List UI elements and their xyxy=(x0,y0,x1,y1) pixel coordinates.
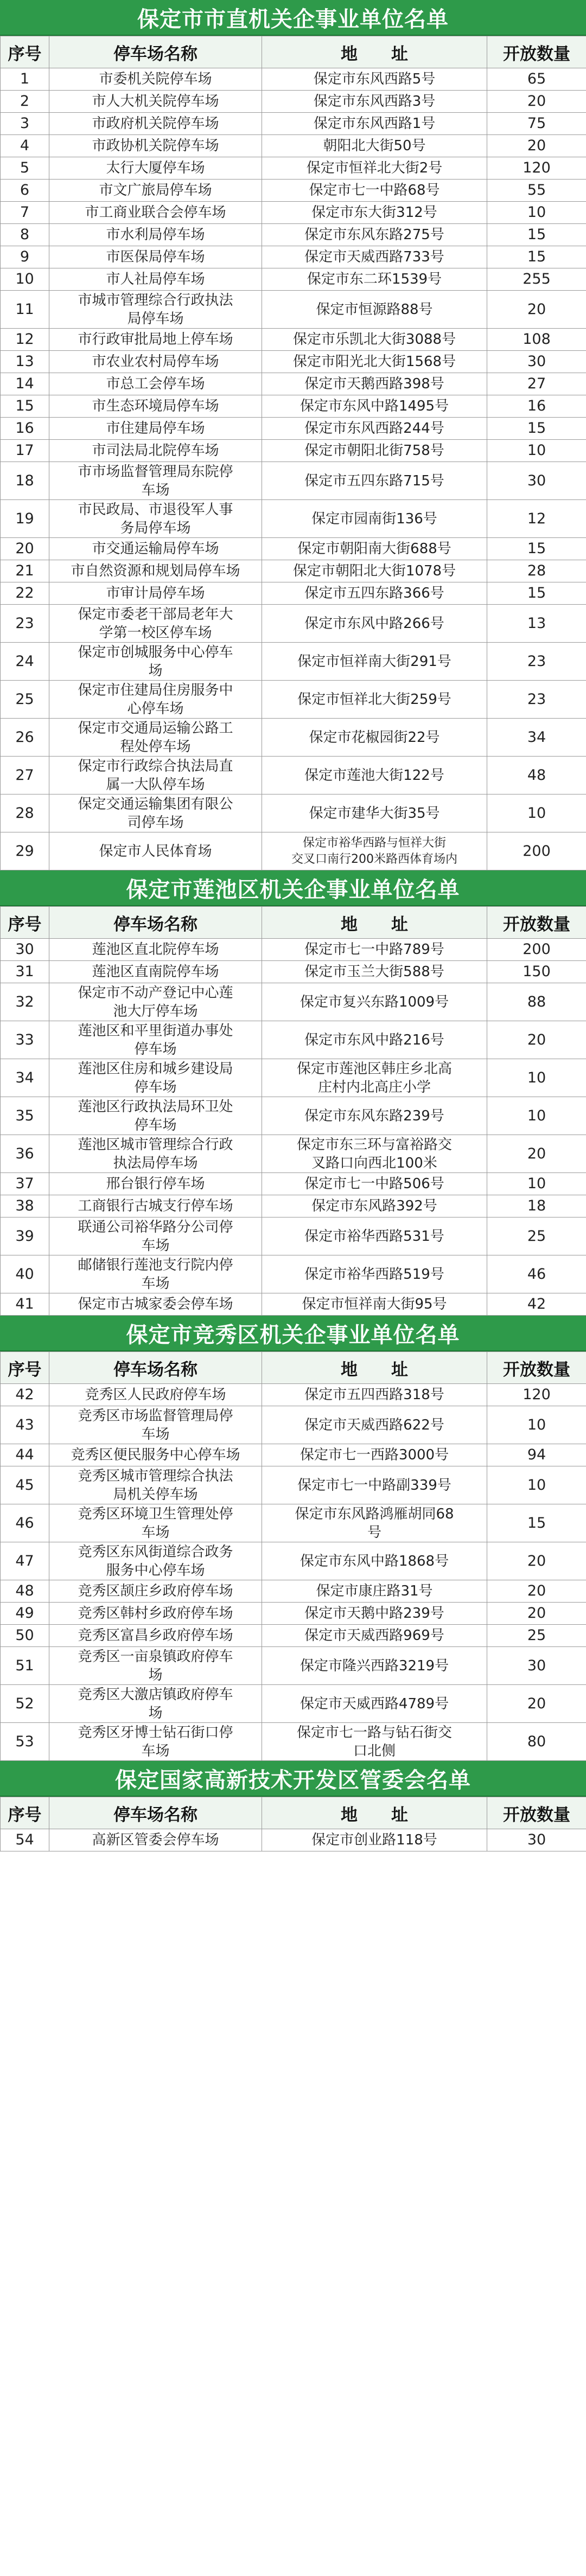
table-row xyxy=(1,268,586,291)
parking-lot-name: 保定市住建局住房服务中 心停车场 xyxy=(49,681,262,719)
parking-lot-name: 保定市古城家委会停车场 xyxy=(49,1293,262,1316)
table-row xyxy=(1,939,586,961)
open-count: 55 xyxy=(487,180,586,202)
address: 保定市七一西路3000号 xyxy=(262,1444,487,1466)
address: 保定市恒祥北大街259号 xyxy=(262,681,487,719)
open-count: 28 xyxy=(487,560,586,582)
serial-no: 49 xyxy=(1,1603,49,1625)
parking-lot-name: 保定交通运输集团有限公 司停车场 xyxy=(49,794,262,832)
parking-lot-name: 竞秀区城市管理综合执法 局机关停车场 xyxy=(49,1466,262,1504)
address-header: 地 址 xyxy=(262,1352,487,1384)
table-row xyxy=(1,1021,586,1059)
open-count-header: 开放数量 xyxy=(487,1797,586,1829)
serial-no: 31 xyxy=(1,961,49,983)
address: 保定市东风中路266号 xyxy=(262,605,487,643)
serial-no: 8 xyxy=(1,224,49,246)
serial-no-header: 序号 xyxy=(1,907,49,939)
open-count: 34 xyxy=(487,719,586,757)
address: 保定市恒祥南大街291号 xyxy=(262,643,487,681)
open-count: 16 xyxy=(487,395,586,418)
parking-lot-name: 保定市人民体育场 xyxy=(49,832,262,870)
open-count-header: 开放数量 xyxy=(487,36,586,68)
serial-no: 17 xyxy=(1,440,49,462)
table-row xyxy=(1,91,586,113)
open-count: 10 xyxy=(487,1466,586,1504)
open-count: 10 xyxy=(487,440,586,462)
open-count: 108 xyxy=(487,329,586,351)
open-count: 27 xyxy=(487,373,586,395)
table-row xyxy=(1,961,586,983)
address: 保定市朝阳南大街688号 xyxy=(262,538,487,560)
parking-lot-name: 市城市管理综合行政执法 局停车场 xyxy=(49,291,262,329)
address: 保定市七一中路68号 xyxy=(262,180,487,202)
parking-lot-name: 市审计局停车场 xyxy=(49,582,262,605)
address-header: 地 址 xyxy=(262,1797,487,1829)
open-count: 23 xyxy=(487,643,586,681)
parking-lot-name: 市政协机关院停车场 xyxy=(49,135,262,157)
open-count: 94 xyxy=(487,1444,586,1466)
open-count: 20 xyxy=(487,1580,586,1603)
address: 保定市东风路392号 xyxy=(262,1195,487,1217)
address: 保定市花椒园街22号 xyxy=(262,719,487,757)
parking-lot-name: 市工商业联合会停车场 xyxy=(49,202,262,224)
serial-no: 4 xyxy=(1,135,49,157)
table-row xyxy=(1,1723,586,1761)
parking-lot-name-header: 停车场名称 xyxy=(49,907,262,939)
table-row xyxy=(1,113,586,135)
serial-no: 5 xyxy=(1,157,49,180)
address: 保定市复兴东路1009号 xyxy=(262,983,487,1021)
open-count: 30 xyxy=(487,1647,586,1685)
serial-no: 44 xyxy=(1,1444,49,1466)
serial-no: 28 xyxy=(1,794,49,832)
open-count: 20 xyxy=(487,1021,586,1059)
serial-no: 47 xyxy=(1,1542,49,1580)
address-header: 地 址 xyxy=(262,907,487,939)
address: 保定市恒祥南大街95号 xyxy=(262,1293,487,1316)
open-count: 20 xyxy=(487,1135,586,1173)
address: 保定市东大街312号 xyxy=(262,202,487,224)
table-row xyxy=(1,202,586,224)
table-row xyxy=(1,351,586,373)
table-header-row xyxy=(1,1352,586,1384)
table-row xyxy=(1,1603,586,1625)
address: 保定市东风中路216号 xyxy=(262,1021,487,1059)
open-count: 255 xyxy=(487,268,586,291)
parking-lot-name: 竞秀区人民政府停车场 xyxy=(49,1384,262,1406)
table-row xyxy=(1,582,586,605)
address: 保定市裕华西路与恒祥大街 交叉口南行200米路西体育场内 xyxy=(262,832,487,870)
serial-no: 10 xyxy=(1,268,49,291)
address: 保定市东三环与富裕路交 叉路口向西北100米 xyxy=(262,1135,487,1173)
open-count: 200 xyxy=(487,832,586,870)
parking-lot-name: 莲池区和平里街道办事处 停车场 xyxy=(49,1021,262,1059)
table-row xyxy=(1,500,586,538)
address: 保定市裕华西路519号 xyxy=(262,1255,487,1293)
address: 保定市东风东路239号 xyxy=(262,1097,487,1135)
address: 保定市隆兴西路3219号 xyxy=(262,1647,487,1685)
table-row xyxy=(1,1444,586,1466)
table-row xyxy=(1,832,586,870)
serial-no: 12 xyxy=(1,329,49,351)
serial-no: 51 xyxy=(1,1647,49,1685)
parking-lot-name: 市自然资源和规划局停车场 xyxy=(49,560,262,582)
parking-lot-name: 竞秀区韩村乡政府停车场 xyxy=(49,1603,262,1625)
table-row xyxy=(1,1542,586,1580)
table-row xyxy=(1,1059,586,1097)
open-count: 10 xyxy=(487,1059,586,1097)
address: 保定市阳光北大街1568号 xyxy=(262,351,487,373)
table-row xyxy=(1,1255,586,1293)
parking-lot-name: 市政府机关院停车场 xyxy=(49,113,262,135)
serial-no-header: 序号 xyxy=(1,1352,49,1384)
address: 保定市东风中路1868号 xyxy=(262,1542,487,1580)
serial-no: 39 xyxy=(1,1217,49,1255)
open-count: 120 xyxy=(487,157,586,180)
parking-lot-name: 市市场监督管理局东院停 车场 xyxy=(49,462,262,500)
parking-lot-name: 保定市委老干部局老年大 学第一校区停车场 xyxy=(49,605,262,643)
serial-no: 54 xyxy=(1,1829,49,1851)
open-count: 20 xyxy=(487,1542,586,1580)
serial-no: 7 xyxy=(1,202,49,224)
open-count: 200 xyxy=(487,939,586,961)
serial-no: 37 xyxy=(1,1173,49,1195)
open-count: 120 xyxy=(487,1384,586,1406)
table-row xyxy=(1,605,586,643)
open-count: 13 xyxy=(487,605,586,643)
table-row xyxy=(1,757,586,794)
parking-lot-name: 联通公司裕华路分公司停 车场 xyxy=(49,1217,262,1255)
serial-no: 32 xyxy=(1,983,49,1021)
table-row xyxy=(1,224,586,246)
table-row xyxy=(1,1293,586,1316)
address: 保定市五四东路715号 xyxy=(262,462,487,500)
table-row xyxy=(1,983,586,1021)
open-count: 15 xyxy=(487,246,586,268)
serial-no: 2 xyxy=(1,91,49,113)
serial-no: 34 xyxy=(1,1059,49,1097)
serial-no: 43 xyxy=(1,1406,49,1444)
section-title: 保定市竞秀区机关企事业单位名单 xyxy=(0,1316,586,1351)
serial-no: 6 xyxy=(1,180,49,202)
table-row xyxy=(1,681,586,719)
table-header-row xyxy=(1,1797,586,1829)
open-count: 20 xyxy=(487,1685,586,1723)
address: 保定市乐凯北大街3088号 xyxy=(262,329,487,351)
parking-lot-name: 竞秀区牙博士钻石街口停 车场 xyxy=(49,1723,262,1761)
parking-lot-name: 邮储银行莲池支行院内停 车场 xyxy=(49,1255,262,1293)
table-row xyxy=(1,1173,586,1195)
table-row xyxy=(1,1217,586,1255)
table-row xyxy=(1,440,586,462)
parking-lot-name: 市医保局停车场 xyxy=(49,246,262,268)
address: 保定市东风西路244号 xyxy=(262,418,487,440)
table-row xyxy=(1,1580,586,1603)
parking-lot-name: 市交通运输局停车场 xyxy=(49,538,262,560)
parking-lot-name: 竞秀区大激店镇政府停车 场 xyxy=(49,1685,262,1723)
open-count: 88 xyxy=(487,983,586,1021)
parking-lot-name: 保定市不动产登记中心莲 池大厅停车场 xyxy=(49,983,262,1021)
parking-lot-name: 保定市交通局运输公路工 程处停车场 xyxy=(49,719,262,757)
open-count: 20 xyxy=(487,1603,586,1625)
serial-no: 50 xyxy=(1,1625,49,1647)
parking-table xyxy=(0,1351,586,1761)
table-header-row xyxy=(1,36,586,68)
table-header-row xyxy=(1,907,586,939)
open-count: 20 xyxy=(487,135,586,157)
section-title: 保定市莲池区机关企事业单位名单 xyxy=(0,870,586,906)
address: 保定市创业路118号 xyxy=(262,1829,487,1851)
open-count-header: 开放数量 xyxy=(487,1352,586,1384)
address: 保定市东风中路1495号 xyxy=(262,395,487,418)
serial-no: 53 xyxy=(1,1723,49,1761)
address: 朝阳北大街50号 xyxy=(262,135,487,157)
table-row xyxy=(1,1685,586,1723)
serial-no: 38 xyxy=(1,1195,49,1217)
serial-no: 13 xyxy=(1,351,49,373)
open-count: 46 xyxy=(487,1255,586,1293)
parking-lot-name: 莲池区行政执法局环卫处 停车场 xyxy=(49,1097,262,1135)
table-row xyxy=(1,1829,586,1851)
table-row xyxy=(1,1097,586,1135)
serial-no: 14 xyxy=(1,373,49,395)
address: 保定市裕华西路531号 xyxy=(262,1217,487,1255)
table-row xyxy=(1,719,586,757)
serial-no: 21 xyxy=(1,560,49,582)
address: 保定市建华大街35号 xyxy=(262,794,487,832)
serial-no: 1 xyxy=(1,68,49,91)
address: 保定市莲池大街122号 xyxy=(262,757,487,794)
open-count: 10 xyxy=(487,202,586,224)
open-count: 30 xyxy=(487,462,586,500)
parking-lot-name: 市农业农村局停车场 xyxy=(49,351,262,373)
open-count: 18 xyxy=(487,1195,586,1217)
table-row xyxy=(1,1135,586,1173)
parking-table xyxy=(0,36,586,870)
parking-lot-name: 工商银行古城支行停车场 xyxy=(49,1195,262,1217)
table-row xyxy=(1,538,586,560)
address: 保定市恒源路88号 xyxy=(262,291,487,329)
serial-no: 22 xyxy=(1,582,49,605)
address: 保定市恒祥北大街2号 xyxy=(262,157,487,180)
parking-lot-name-header: 停车场名称 xyxy=(49,1352,262,1384)
serial-no: 40 xyxy=(1,1255,49,1293)
parking-lot-name: 邢台银行停车场 xyxy=(49,1173,262,1195)
parking-lot-name: 市住建局停车场 xyxy=(49,418,262,440)
open-count: 10 xyxy=(487,794,586,832)
address: 保定市天威西路733号 xyxy=(262,246,487,268)
serial-no: 23 xyxy=(1,605,49,643)
serial-no: 16 xyxy=(1,418,49,440)
address: 保定市五四东路366号 xyxy=(262,582,487,605)
address: 保定市东风西路1号 xyxy=(262,113,487,135)
parking-lot-name: 市司法局北院停车场 xyxy=(49,440,262,462)
parking-lot-name: 莲池区直南院停车场 xyxy=(49,961,262,983)
section-title: 保定国家高新技术开发区管委会名单 xyxy=(0,1761,586,1797)
serial-no-header: 序号 xyxy=(1,36,49,68)
address: 保定市东风西路3号 xyxy=(262,91,487,113)
open-count: 15 xyxy=(487,538,586,560)
table-row xyxy=(1,418,586,440)
serial-no: 33 xyxy=(1,1021,49,1059)
open-count: 65 xyxy=(487,68,586,91)
open-count-header: 开放数量 xyxy=(487,907,586,939)
parking-lot-name-header: 停车场名称 xyxy=(49,36,262,68)
open-count: 15 xyxy=(487,582,586,605)
open-count: 20 xyxy=(487,291,586,329)
table-row xyxy=(1,135,586,157)
address: 保定市七一路与钻石街交 口北侧 xyxy=(262,1723,487,1761)
parking-lot-name: 市民政局、市退役军人事 务局停车场 xyxy=(49,500,262,538)
serial-no: 9 xyxy=(1,246,49,268)
parking-lot-name: 竞秀区富昌乡政府停车场 xyxy=(49,1625,262,1647)
parking-lot-name: 竞秀区环境卫生管理处停 车场 xyxy=(49,1504,262,1542)
table-row xyxy=(1,373,586,395)
address: 保定市东二环1539号 xyxy=(262,268,487,291)
table-row xyxy=(1,180,586,202)
serial-no: 36 xyxy=(1,1135,49,1173)
parking-lot-name: 莲池区城市管理综合行政 执法局停车场 xyxy=(49,1135,262,1173)
open-count: 25 xyxy=(487,1625,586,1647)
parking-lot-name: 太行大厦停车场 xyxy=(49,157,262,180)
parking-table xyxy=(0,1797,586,1851)
open-count: 10 xyxy=(487,1097,586,1135)
serial-no-header: 序号 xyxy=(1,1797,49,1829)
table-row xyxy=(1,329,586,351)
parking-lot-name: 竞秀区便民服务中心停车场 xyxy=(49,1444,262,1466)
serial-no: 26 xyxy=(1,719,49,757)
open-count: 25 xyxy=(487,1217,586,1255)
open-count: 75 xyxy=(487,113,586,135)
table-row xyxy=(1,462,586,500)
parking-lot-name: 竞秀区一亩泉镇政府停车 场 xyxy=(49,1647,262,1685)
open-count: 15 xyxy=(487,1504,586,1542)
open-count: 150 xyxy=(487,961,586,983)
parking-lot-name: 市委机关院停车场 xyxy=(49,68,262,91)
open-count: 12 xyxy=(487,500,586,538)
address: 保定市天威西路622号 xyxy=(262,1406,487,1444)
table-row xyxy=(1,643,586,681)
table-row xyxy=(1,794,586,832)
open-count: 15 xyxy=(487,224,586,246)
address: 保定市东风东路275号 xyxy=(262,224,487,246)
open-count: 30 xyxy=(487,351,586,373)
table-row xyxy=(1,68,586,91)
parking-lot-name: 竞秀区市场监督管理局停 车场 xyxy=(49,1406,262,1444)
parking-lot-name: 保定市创城服务中心停车 场 xyxy=(49,643,262,681)
table-row xyxy=(1,1647,586,1685)
table-row xyxy=(1,1384,586,1406)
address: 保定市七一中路副339号 xyxy=(262,1466,487,1504)
address: 保定市东风路鸿雁胡同68 号 xyxy=(262,1504,487,1542)
serial-no: 30 xyxy=(1,939,49,961)
table-row xyxy=(1,157,586,180)
open-count: 42 xyxy=(487,1293,586,1316)
parking-lot-name: 市人大机关院停车场 xyxy=(49,91,262,113)
address-header: 地 址 xyxy=(262,36,487,68)
serial-no: 42 xyxy=(1,1384,49,1406)
parking-table xyxy=(0,906,586,1316)
address: 保定市天鹅西路398号 xyxy=(262,373,487,395)
address: 保定市莲池区韩庄乡北高 庄村内北高庄小学 xyxy=(262,1059,487,1097)
open-count: 10 xyxy=(487,1406,586,1444)
serial-no: 35 xyxy=(1,1097,49,1135)
serial-no: 52 xyxy=(1,1685,49,1723)
open-count: 48 xyxy=(487,757,586,794)
serial-no: 11 xyxy=(1,291,49,329)
parking-lot-name: 保定市行政综合执法局直 属一大队停车场 xyxy=(49,757,262,794)
parking-lot-name: 市水利局停车场 xyxy=(49,224,262,246)
serial-no: 27 xyxy=(1,757,49,794)
parking-lot-name: 竞秀区东风街道综合政务 服务中心停车场 xyxy=(49,1542,262,1580)
address: 保定市园南街136号 xyxy=(262,500,487,538)
serial-no: 41 xyxy=(1,1293,49,1316)
parking-lot-name: 市文广旅局停车场 xyxy=(49,180,262,202)
address: 保定市天威西路969号 xyxy=(262,1625,487,1647)
parking-lot-name-header: 停车场名称 xyxy=(49,1797,262,1829)
open-count: 15 xyxy=(487,418,586,440)
address: 保定市玉兰大街588号 xyxy=(262,961,487,983)
table-row xyxy=(1,1504,586,1542)
open-count: 10 xyxy=(487,1173,586,1195)
parking-lot-name: 竞秀区颉庄乡政府停车场 xyxy=(49,1580,262,1603)
address: 保定市东风西路5号 xyxy=(262,68,487,91)
table-row xyxy=(1,1466,586,1504)
table-row xyxy=(1,560,586,582)
serial-no: 15 xyxy=(1,395,49,418)
parking-lot-name: 高新区管委会停车场 xyxy=(49,1829,262,1851)
table-row xyxy=(1,291,586,329)
address: 保定市天鹅中路239号 xyxy=(262,1603,487,1625)
parking-lot-name: 市总工会停车场 xyxy=(49,373,262,395)
serial-no: 3 xyxy=(1,113,49,135)
serial-no: 19 xyxy=(1,500,49,538)
address: 保定市朝阳北大街1078号 xyxy=(262,560,487,582)
address: 保定市天威西路4789号 xyxy=(262,1685,487,1723)
serial-no: 25 xyxy=(1,681,49,719)
address: 保定市朝阳北街758号 xyxy=(262,440,487,462)
parking-lot-name: 市人社局停车场 xyxy=(49,268,262,291)
parking-lot-name: 莲池区直北院停车场 xyxy=(49,939,262,961)
table-row xyxy=(1,395,586,418)
section-title: 保定市市直机关企事业单位名单 xyxy=(0,0,586,36)
serial-no: 48 xyxy=(1,1580,49,1603)
table-row xyxy=(1,1195,586,1217)
address: 保定市七一中路789号 xyxy=(262,939,487,961)
serial-no: 20 xyxy=(1,538,49,560)
parking-lot-name: 莲池区住房和城乡建设局 停车场 xyxy=(49,1059,262,1097)
open-count: 20 xyxy=(487,91,586,113)
open-count: 23 xyxy=(487,681,586,719)
address: 保定市七一中路506号 xyxy=(262,1173,487,1195)
parking-lot-name: 市行政审批局地上停车场 xyxy=(49,329,262,351)
serial-no: 45 xyxy=(1,1466,49,1504)
address: 保定市康庄路31号 xyxy=(262,1580,487,1603)
serial-no: 18 xyxy=(1,462,49,500)
open-count: 80 xyxy=(487,1723,586,1761)
serial-no: 29 xyxy=(1,832,49,870)
address: 保定市五四西路318号 xyxy=(262,1384,487,1406)
serial-no: 46 xyxy=(1,1504,49,1542)
parking-lot-name: 市生态环境局停车场 xyxy=(49,395,262,418)
table-row xyxy=(1,246,586,268)
serial-no: 24 xyxy=(1,643,49,681)
table-row xyxy=(1,1406,586,1444)
open-count: 30 xyxy=(487,1829,586,1851)
table-row xyxy=(1,1625,586,1647)
